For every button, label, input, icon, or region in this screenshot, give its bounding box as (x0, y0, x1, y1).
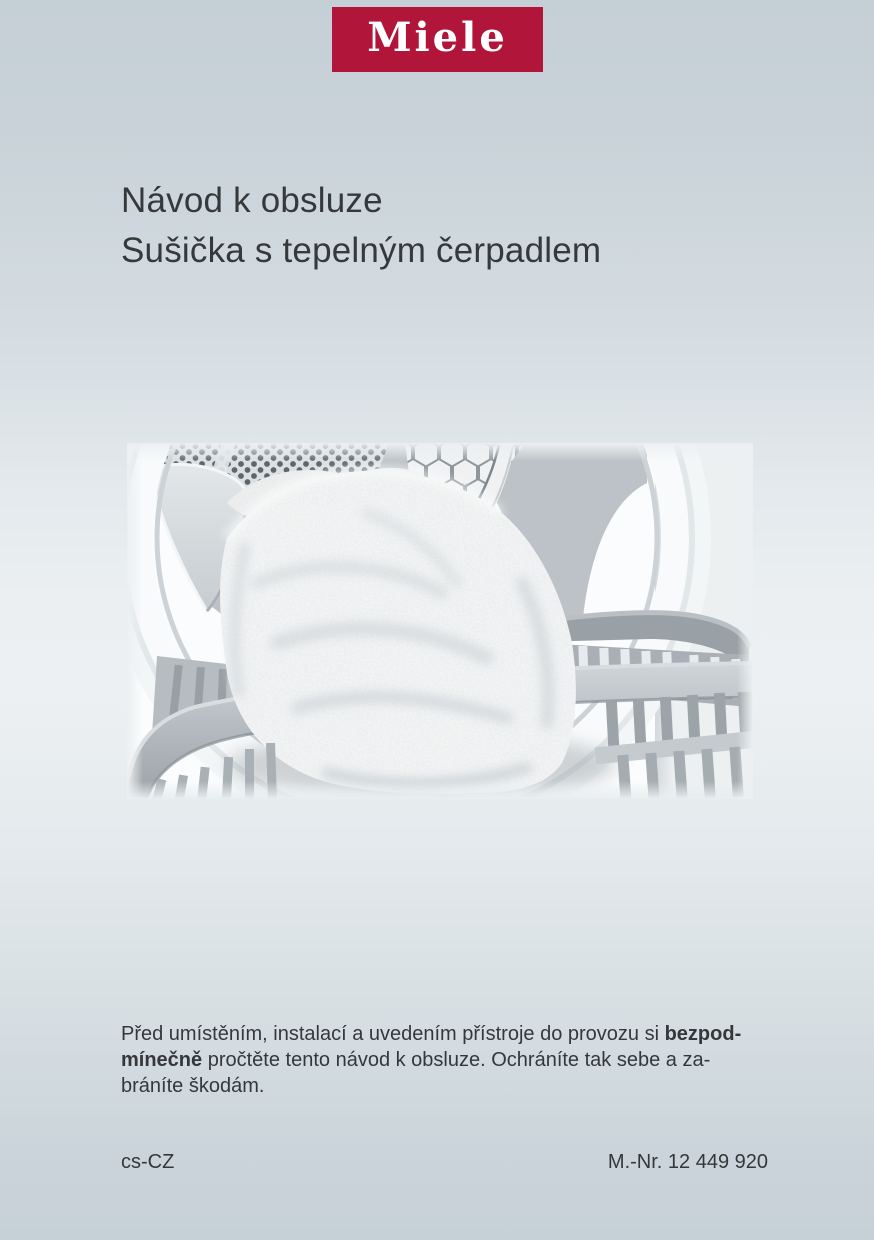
intro-line1-text: Před umístěním, instalací a uvedením přístroje do provozu si (121, 1023, 665, 1045)
footer (121, 1151, 768, 1174)
intro-line2-text: pročtěte tento návod k obsluze. Ochráníte tak sebe a za- (202, 1049, 711, 1071)
intro-paragraph (121, 1021, 741, 1099)
cover-photo (127, 443, 753, 799)
material-number: M.-Nr. 12 449 920 (607, 1151, 768, 1173)
miele-logo-text: Miele (367, 13, 508, 61)
title-line-1: Návod k obsluze (121, 181, 383, 220)
intro-line3-text: bráníte škodám. (121, 1075, 265, 1097)
language-code: cs-CZ (121, 1151, 175, 1173)
miele-logo (332, 7, 543, 72)
page-title (121, 176, 601, 276)
intro-line2-bold: mínečně (121, 1049, 203, 1071)
title-line-2: Sušička s tepelným čerpadlem (121, 231, 602, 270)
intro-line1-bold: bezpod- (664, 1023, 742, 1045)
